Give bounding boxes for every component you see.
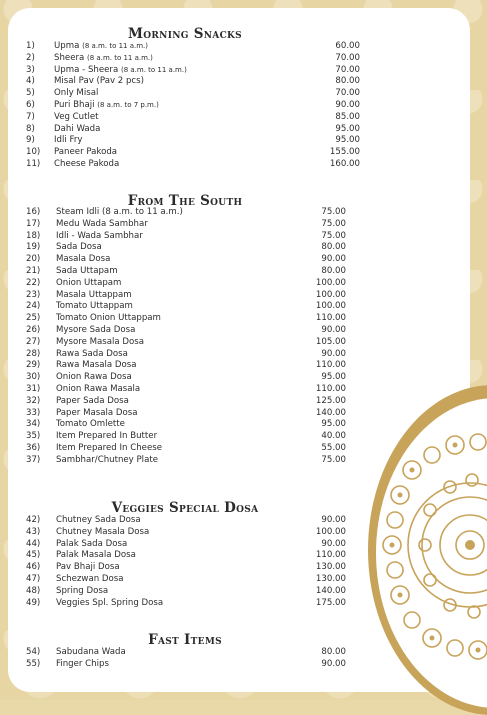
- item-number: 20): [26, 254, 41, 265]
- item-number: 4): [26, 76, 35, 87]
- item-note: (8 a.m. to 11 a.m.): [87, 53, 153, 62]
- item-price: 75.00: [321, 230, 346, 241]
- item-name: Chutney Masala Dosa: [56, 526, 150, 537]
- item-number: 24): [26, 301, 41, 312]
- item-price: 75.00: [321, 218, 346, 229]
- item-price: 75.00: [321, 207, 346, 217]
- item-number: 19): [26, 242, 41, 253]
- item-price: 75.00: [321, 454, 346, 465]
- item-number: 23): [26, 289, 41, 300]
- item-price: 90.00: [321, 348, 346, 359]
- list-item: [0, 550, 360, 562]
- list-item: [0, 598, 360, 610]
- item-number: 16): [26, 207, 41, 217]
- item-price: 80.00: [321, 265, 346, 276]
- list-item: [0, 586, 360, 598]
- item-price: 70.00: [335, 88, 360, 99]
- item-number: 37): [26, 454, 41, 465]
- item-price: 100.00: [315, 289, 346, 300]
- list-item: [0, 647, 360, 659]
- list-item: [0, 325, 360, 337]
- item-price: 55.00: [321, 442, 346, 453]
- item-name: Masala Dosa: [56, 254, 111, 265]
- list-item: [0, 337, 360, 349]
- item-price: 125.00: [315, 395, 346, 406]
- list-item: [0, 53, 360, 65]
- list-item: [0, 431, 360, 443]
- list-item: [0, 562, 360, 574]
- item-name: Veggies Spl. Spring Dosa: [56, 597, 164, 608]
- item-name: Dahi Wada: [54, 123, 101, 134]
- item-name-text: Puri Bhaji: [54, 99, 95, 110]
- item-number: 29): [26, 360, 41, 371]
- list-item: [0, 242, 360, 254]
- item-number: 33): [26, 407, 41, 418]
- section-title-from-the-south: From The South: [127, 193, 243, 209]
- list-item: [0, 313, 360, 325]
- item-number: 54): [26, 647, 41, 657]
- item-price: 100.00: [315, 526, 346, 537]
- list-item: [0, 396, 360, 408]
- list-item: [0, 574, 360, 586]
- item-name: Tomato Omlette: [56, 419, 125, 430]
- item-name: Mysore Sada Dosa: [56, 324, 136, 335]
- item-price: 160.00: [329, 158, 360, 169]
- list-item: [0, 455, 360, 467]
- item-price: 95.00: [335, 135, 360, 146]
- item-number: 21): [26, 265, 41, 276]
- list-item: [0, 360, 360, 372]
- item-number: 45): [26, 550, 41, 561]
- item-price: 60.00: [335, 41, 360, 51]
- item-name-text: Sheera: [54, 52, 85, 63]
- item-number: 36): [26, 442, 41, 453]
- item-price: 90.00: [321, 515, 346, 525]
- item-price: 90.00: [321, 254, 346, 265]
- list-item: [0, 527, 360, 539]
- item-price: 130.00: [315, 573, 346, 584]
- item-name: Item Prepared In Butter: [56, 431, 158, 442]
- from-the-south-list: [0, 207, 360, 467]
- item-price: 70.00: [335, 52, 360, 63]
- item-number: 43): [26, 526, 41, 537]
- item-name: Tomato Uttappam: [56, 301, 133, 312]
- list-item: [0, 266, 360, 278]
- item-name: Schezwan Dosa: [56, 573, 124, 584]
- veggies-special-dosa-list: [0, 515, 360, 609]
- list-item: [0, 290, 360, 302]
- item-price: 110.00: [315, 313, 346, 324]
- item-name: Finger Chips: [56, 658, 109, 669]
- list-item: [0, 659, 360, 671]
- item-name: Medu Wada Sambhar: [56, 218, 148, 229]
- item-price: 85.00: [335, 111, 360, 122]
- item-price: 110.00: [315, 383, 346, 394]
- item-name: Tomato Onion Uttappam: [56, 313, 161, 324]
- item-number: 11): [26, 158, 41, 169]
- list-item: [0, 515, 360, 527]
- item-name: [54, 53, 153, 65]
- item-name: Idli Fry: [54, 135, 83, 146]
- item-name: Onion Rawa Masala: [56, 383, 141, 394]
- item-number: 26): [26, 324, 41, 335]
- item-price: 80.00: [321, 242, 346, 253]
- item-number: 35): [26, 431, 41, 442]
- fast-items-list: [0, 647, 360, 671]
- item-name: Masala Uttappam: [56, 289, 132, 300]
- item-name: Sada Dosa: [56, 242, 102, 253]
- item-name: Cheese Pakoda: [54, 158, 120, 169]
- item-price: 100.00: [315, 277, 346, 288]
- section-title-morning-snacks: Morning Snacks: [128, 26, 242, 42]
- item-price: 40.00: [321, 431, 346, 442]
- item-price: 95.00: [321, 419, 346, 430]
- list-item: [0, 65, 360, 77]
- list-item: [0, 100, 360, 112]
- item-number: 6): [26, 99, 35, 110]
- item-price: 70.00: [335, 64, 360, 75]
- section-title-fast-items: Fast Items: [148, 632, 222, 648]
- item-name: Onion Rawa Dosa: [56, 372, 132, 383]
- item-price: 80.00: [335, 76, 360, 87]
- item-name: Idli - Wada Sambhar: [56, 230, 143, 241]
- list-item: [0, 254, 360, 266]
- item-number: 28): [26, 348, 41, 359]
- list-item: [0, 349, 360, 361]
- list-item: [0, 207, 360, 219]
- item-number: 2): [26, 52, 35, 63]
- list-item: [0, 372, 360, 384]
- item-number: 42): [26, 515, 41, 525]
- item-name: Steam Idli (8 a.m. to 11 a.m.): [56, 207, 183, 217]
- item-name-text: Upma - Sheera: [54, 64, 119, 75]
- item-name: Veg Cutlet: [54, 111, 99, 122]
- item-number: 8): [26, 123, 35, 134]
- item-price: 105.00: [315, 336, 346, 347]
- item-name: Item Prepared In Cheese: [56, 442, 162, 453]
- item-price: 175.00: [315, 597, 346, 608]
- item-price: 130.00: [315, 562, 346, 573]
- item-price: 90.00: [321, 658, 346, 669]
- item-name: Pav Bhaji Dosa: [56, 562, 120, 573]
- item-number: 31): [26, 383, 41, 394]
- item-price: 155.00: [329, 147, 360, 158]
- item-price: 95.00: [321, 372, 346, 383]
- item-price: 80.00: [321, 647, 346, 657]
- item-price: 110.00: [315, 550, 346, 561]
- item-number: 25): [26, 313, 41, 324]
- list-item: [0, 112, 360, 124]
- item-number: 48): [26, 585, 41, 596]
- item-name: Sada Uttapam: [56, 265, 118, 276]
- item-name: Palak Sada Dosa: [56, 538, 128, 549]
- item-number: 17): [26, 218, 41, 229]
- item-name: Paper Sada Dosa: [56, 395, 129, 406]
- item-price: 100.00: [315, 301, 346, 312]
- item-number: 5): [26, 88, 35, 99]
- item-number: 7): [26, 111, 35, 122]
- item-number: 10): [26, 147, 41, 158]
- morning-snacks-list: [0, 41, 360, 171]
- item-price: 110.00: [315, 360, 346, 371]
- list-item: [0, 76, 360, 88]
- list-item: [0, 159, 360, 171]
- item-name: Mysore Masala Dosa: [56, 336, 145, 347]
- list-item: [0, 147, 360, 159]
- item-number: 18): [26, 230, 41, 241]
- item-name: [54, 100, 159, 112]
- list-item: [0, 301, 360, 313]
- item-name: Sambhar/Chutney Plate: [56, 454, 158, 465]
- item-number: 49): [26, 597, 41, 608]
- item-name: Chutney Sada Dosa: [56, 515, 141, 525]
- item-number: 30): [26, 372, 41, 383]
- item-name: Sabudana Wada: [56, 647, 126, 657]
- list-item: [0, 539, 360, 551]
- item-name: [54, 65, 187, 77]
- item-note: (8 a.m. to 11 a.m.): [120, 65, 187, 74]
- list-item: [0, 384, 360, 396]
- list-item: [0, 231, 360, 243]
- list-item: [0, 419, 360, 431]
- list-item: [0, 88, 360, 100]
- item-number: 47): [26, 573, 41, 584]
- item-price: 90.00: [321, 538, 346, 549]
- item-number: 32): [26, 395, 41, 406]
- item-name: Onion Uttapam: [56, 277, 122, 288]
- item-name: Paneer Pakoda: [54, 147, 118, 158]
- item-price: 90.00: [335, 99, 360, 110]
- item-price: 140.00: [315, 585, 346, 596]
- item-name: [54, 41, 148, 53]
- item-name: Misal Pav (Pav 2 pcs): [54, 76, 144, 87]
- item-number: 27): [26, 336, 41, 347]
- item-price: 95.00: [335, 123, 360, 134]
- list-item: [0, 219, 360, 231]
- item-number: 44): [26, 538, 41, 549]
- item-number: 1): [26, 41, 35, 51]
- list-item: [0, 135, 360, 147]
- item-name: Spring Dosa: [56, 585, 109, 596]
- item-number: 55): [26, 658, 41, 669]
- item-note: (8 a.m. to 7 p.m.): [97, 100, 159, 109]
- item-name: Paper Masala Dosa: [56, 407, 138, 418]
- list-item: [0, 443, 360, 455]
- item-price: 90.00: [321, 324, 346, 335]
- item-number: 9): [26, 135, 35, 146]
- list-item: [0, 408, 360, 420]
- item-price: 140.00: [315, 407, 346, 418]
- item-name: Only Misal: [54, 88, 99, 99]
- list-item: [0, 41, 360, 53]
- item-name: Rawa Masala Dosa: [56, 360, 137, 371]
- item-number: 34): [26, 419, 41, 430]
- item-name-text: Upma: [54, 41, 80, 51]
- list-item: [0, 124, 360, 136]
- section-title-veggies-special-dosa: Veggies Special Dosa: [111, 500, 259, 516]
- item-number: 46): [26, 562, 41, 573]
- item-note: (8 a.m. to 11 a.m.): [82, 42, 148, 50]
- item-name: Palak Masala Dosa: [56, 550, 136, 561]
- item-number: 22): [26, 277, 41, 288]
- item-name: Rawa Sada Dosa: [56, 348, 128, 359]
- item-number: 3): [26, 64, 35, 75]
- list-item: [0, 278, 360, 290]
